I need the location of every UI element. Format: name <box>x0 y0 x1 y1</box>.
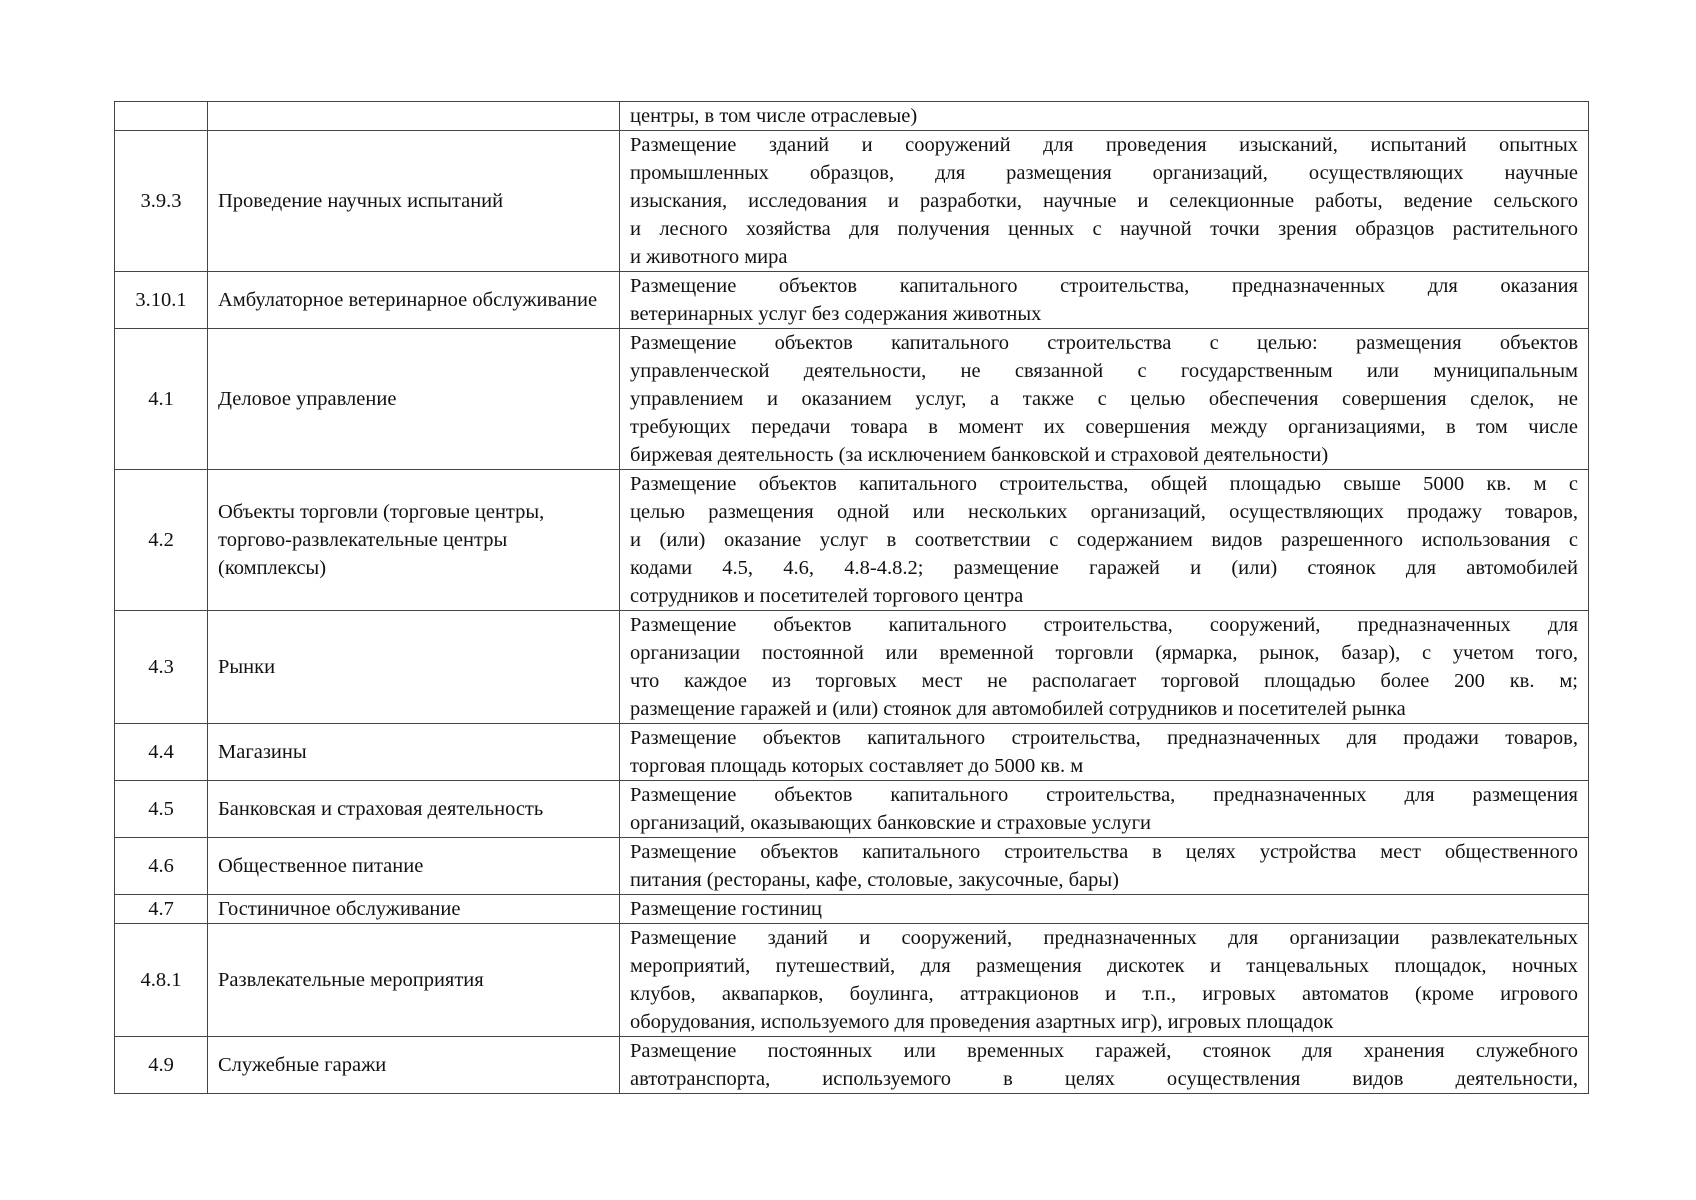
description-line: центры, в том числе отраслевые) <box>630 105 918 127</box>
description-line: и лесного хозяйства для получения ценных с научной точки зрения образцов растительного <box>630 218 1578 240</box>
table-row <box>115 838 1589 895</box>
description-line: Размещение зданий и сооружений для проведения изысканий, испытаний опытных <box>630 134 1578 156</box>
description-line: питания (рестораны, кафе, столовые, закусочные, бары) <box>630 869 1119 891</box>
use-description-cell <box>620 102 1589 131</box>
use-name-cell: Рынки <box>208 611 620 724</box>
use-name-cell: Деловое управление <box>208 329 620 470</box>
use-description-cell <box>620 781 1589 838</box>
use-name-cell: Банковская и страховая деятельность <box>208 781 620 838</box>
description-line: управлением и оказанием услуг, а также с целью обеспечения совершения сделок, не <box>630 388 1578 410</box>
use-description-cell <box>620 470 1589 611</box>
use-description-cell <box>620 924 1589 1037</box>
use-name-cell: Развлекательные мероприятия <box>208 924 620 1037</box>
use-name-cell: Гостиничное обслуживание <box>208 895 620 924</box>
description-line: Размещение объектов капитального строительства с целью: размещения объектов <box>630 332 1578 354</box>
description-line: сотрудников и посетителей торгового центра <box>630 585 1024 607</box>
table-row <box>115 470 1589 611</box>
table-row <box>115 102 1589 131</box>
use-name-cell <box>208 102 620 131</box>
table-row <box>115 724 1589 781</box>
use-code-cell: 4.4 <box>115 724 208 781</box>
use-name-cell: Амбулаторное ветеринарное обслуживание <box>208 272 620 329</box>
use-description-cell <box>620 272 1589 329</box>
description-line: Размещение гостиниц <box>630 898 823 920</box>
use-code-cell: 4.7 <box>115 895 208 924</box>
description-line: управленческой деятельности, не связанной с государственным или муниципальным <box>630 360 1578 382</box>
use-description-cell <box>620 131 1589 272</box>
description-line: кодами 4.5, 4.6, 4.8-4.8.2; размещение гаражей и (или) стоянок для автомобилей <box>630 557 1578 579</box>
description-line: Размещение объектов капитального строительства, предназначенных для оказания <box>630 275 1578 297</box>
description-line: Размещение зданий и сооружений, предназначенных для организации развлекательных <box>630 927 1578 949</box>
use-name-cell: Объекты торговли (торговые центры, торгово-развлекательные центры (комплексы) <box>208 470 620 611</box>
table-row <box>115 131 1589 272</box>
table-row <box>115 895 1589 924</box>
use-code-cell: 4.1 <box>115 329 208 470</box>
use-code-cell: 3.9.3 <box>115 131 208 272</box>
description-line: промышленных образцов, для размещения организаций, осуществляющих научные <box>630 162 1578 184</box>
land-use-table <box>114 101 1589 1094</box>
use-code-cell: 4.5 <box>115 781 208 838</box>
description-line: организаций, оказывающих банковские и страховые услуги <box>630 812 1151 834</box>
description-line: Размещение объектов капитального строительства, общей площадью свыше 5000 кв. м с <box>630 473 1578 495</box>
description-line: изыскания, исследования и разработки, научные и селекционные работы, ведение сельского <box>630 190 1578 212</box>
use-description-cell <box>620 329 1589 470</box>
description-line: оборудования, используемого для проведения азартных игр), игровых площадок <box>630 1011 1334 1033</box>
description-line: биржевая деятельность (за исключением банковской и страховой деятельности) <box>630 444 1329 466</box>
description-line: Размещение объектов капитального строительства, предназначенных для размещения <box>630 784 1578 806</box>
description-line: клубов, аквапарков, боулинга, аттракционов и т.п., игровых автоматов (кроме игрового <box>630 983 1578 1005</box>
use-name-cell: Служебные гаражи <box>208 1037 620 1094</box>
description-line: Размещение объектов капитального строительства, сооружений, предназначенных для <box>630 614 1578 636</box>
description-line: требующих передачи товара в момент их совершения между организациями, в том числе <box>630 416 1578 438</box>
description-line: Размещение постоянных или временных гаражей, стоянок для хранения служебного <box>630 1040 1578 1062</box>
use-code-cell <box>115 102 208 131</box>
table-row <box>115 1037 1589 1094</box>
description-line: мероприятий, путешествий, для размещения дискотек и танцевальных площадок, ночных <box>630 955 1578 977</box>
description-line: организации постоянной или временной торговли (ярмарка, рынок, базар), с учетом того, <box>630 642 1578 664</box>
description-line: ветеринарных услуг без содержания животных <box>630 303 1042 325</box>
table-body <box>115 102 1589 1094</box>
use-description-cell <box>620 611 1589 724</box>
use-description-cell <box>620 1037 1589 1094</box>
description-line: что каждое из торговых мест не располагает торговой площадью более 200 кв. м; <box>630 670 1578 692</box>
description-line: и животного мира <box>630 246 788 268</box>
description-line: автотранспорта, используемого в целях осуществления видов деятельности, <box>630 1068 1578 1090</box>
description-line: Размещение объектов капитального строительства в целях устройства мест общественного <box>630 841 1578 863</box>
use-code-cell: 4.6 <box>115 838 208 895</box>
use-code-cell: 4.8.1 <box>115 924 208 1037</box>
description-line: Размещение объектов капитального строительства, предназначенных для продажи товаров, <box>630 727 1578 749</box>
use-name-cell: Общественное питание <box>208 838 620 895</box>
use-code-cell: 4.2 <box>115 470 208 611</box>
table-row <box>115 611 1589 724</box>
use-description-cell <box>620 895 1589 924</box>
description-line: торговая площадь которых составляет до 5000 кв. м <box>630 755 1084 777</box>
table-row <box>115 781 1589 838</box>
table-row <box>115 329 1589 470</box>
use-name-cell: Магазины <box>208 724 620 781</box>
table-row <box>115 272 1589 329</box>
description-line: размещение гаражей и (или) стоянок для автомобилей сотрудников и посетителей рынка <box>630 698 1406 720</box>
use-code-cell: 4.9 <box>115 1037 208 1094</box>
description-line: целью размещения одной или нескольких организаций, осуществляющих продажу товаров, <box>630 501 1578 523</box>
use-name-cell: Проведение научных испытаний <box>208 131 620 272</box>
use-description-cell <box>620 724 1589 781</box>
use-code-cell: 4.3 <box>115 611 208 724</box>
use-description-cell <box>620 838 1589 895</box>
description-line: и (или) оказание услуг в соответствии с содержанием видов разрешенного использования с <box>630 529 1578 551</box>
table-row <box>115 924 1589 1037</box>
use-code-cell: 3.10.1 <box>115 272 208 329</box>
